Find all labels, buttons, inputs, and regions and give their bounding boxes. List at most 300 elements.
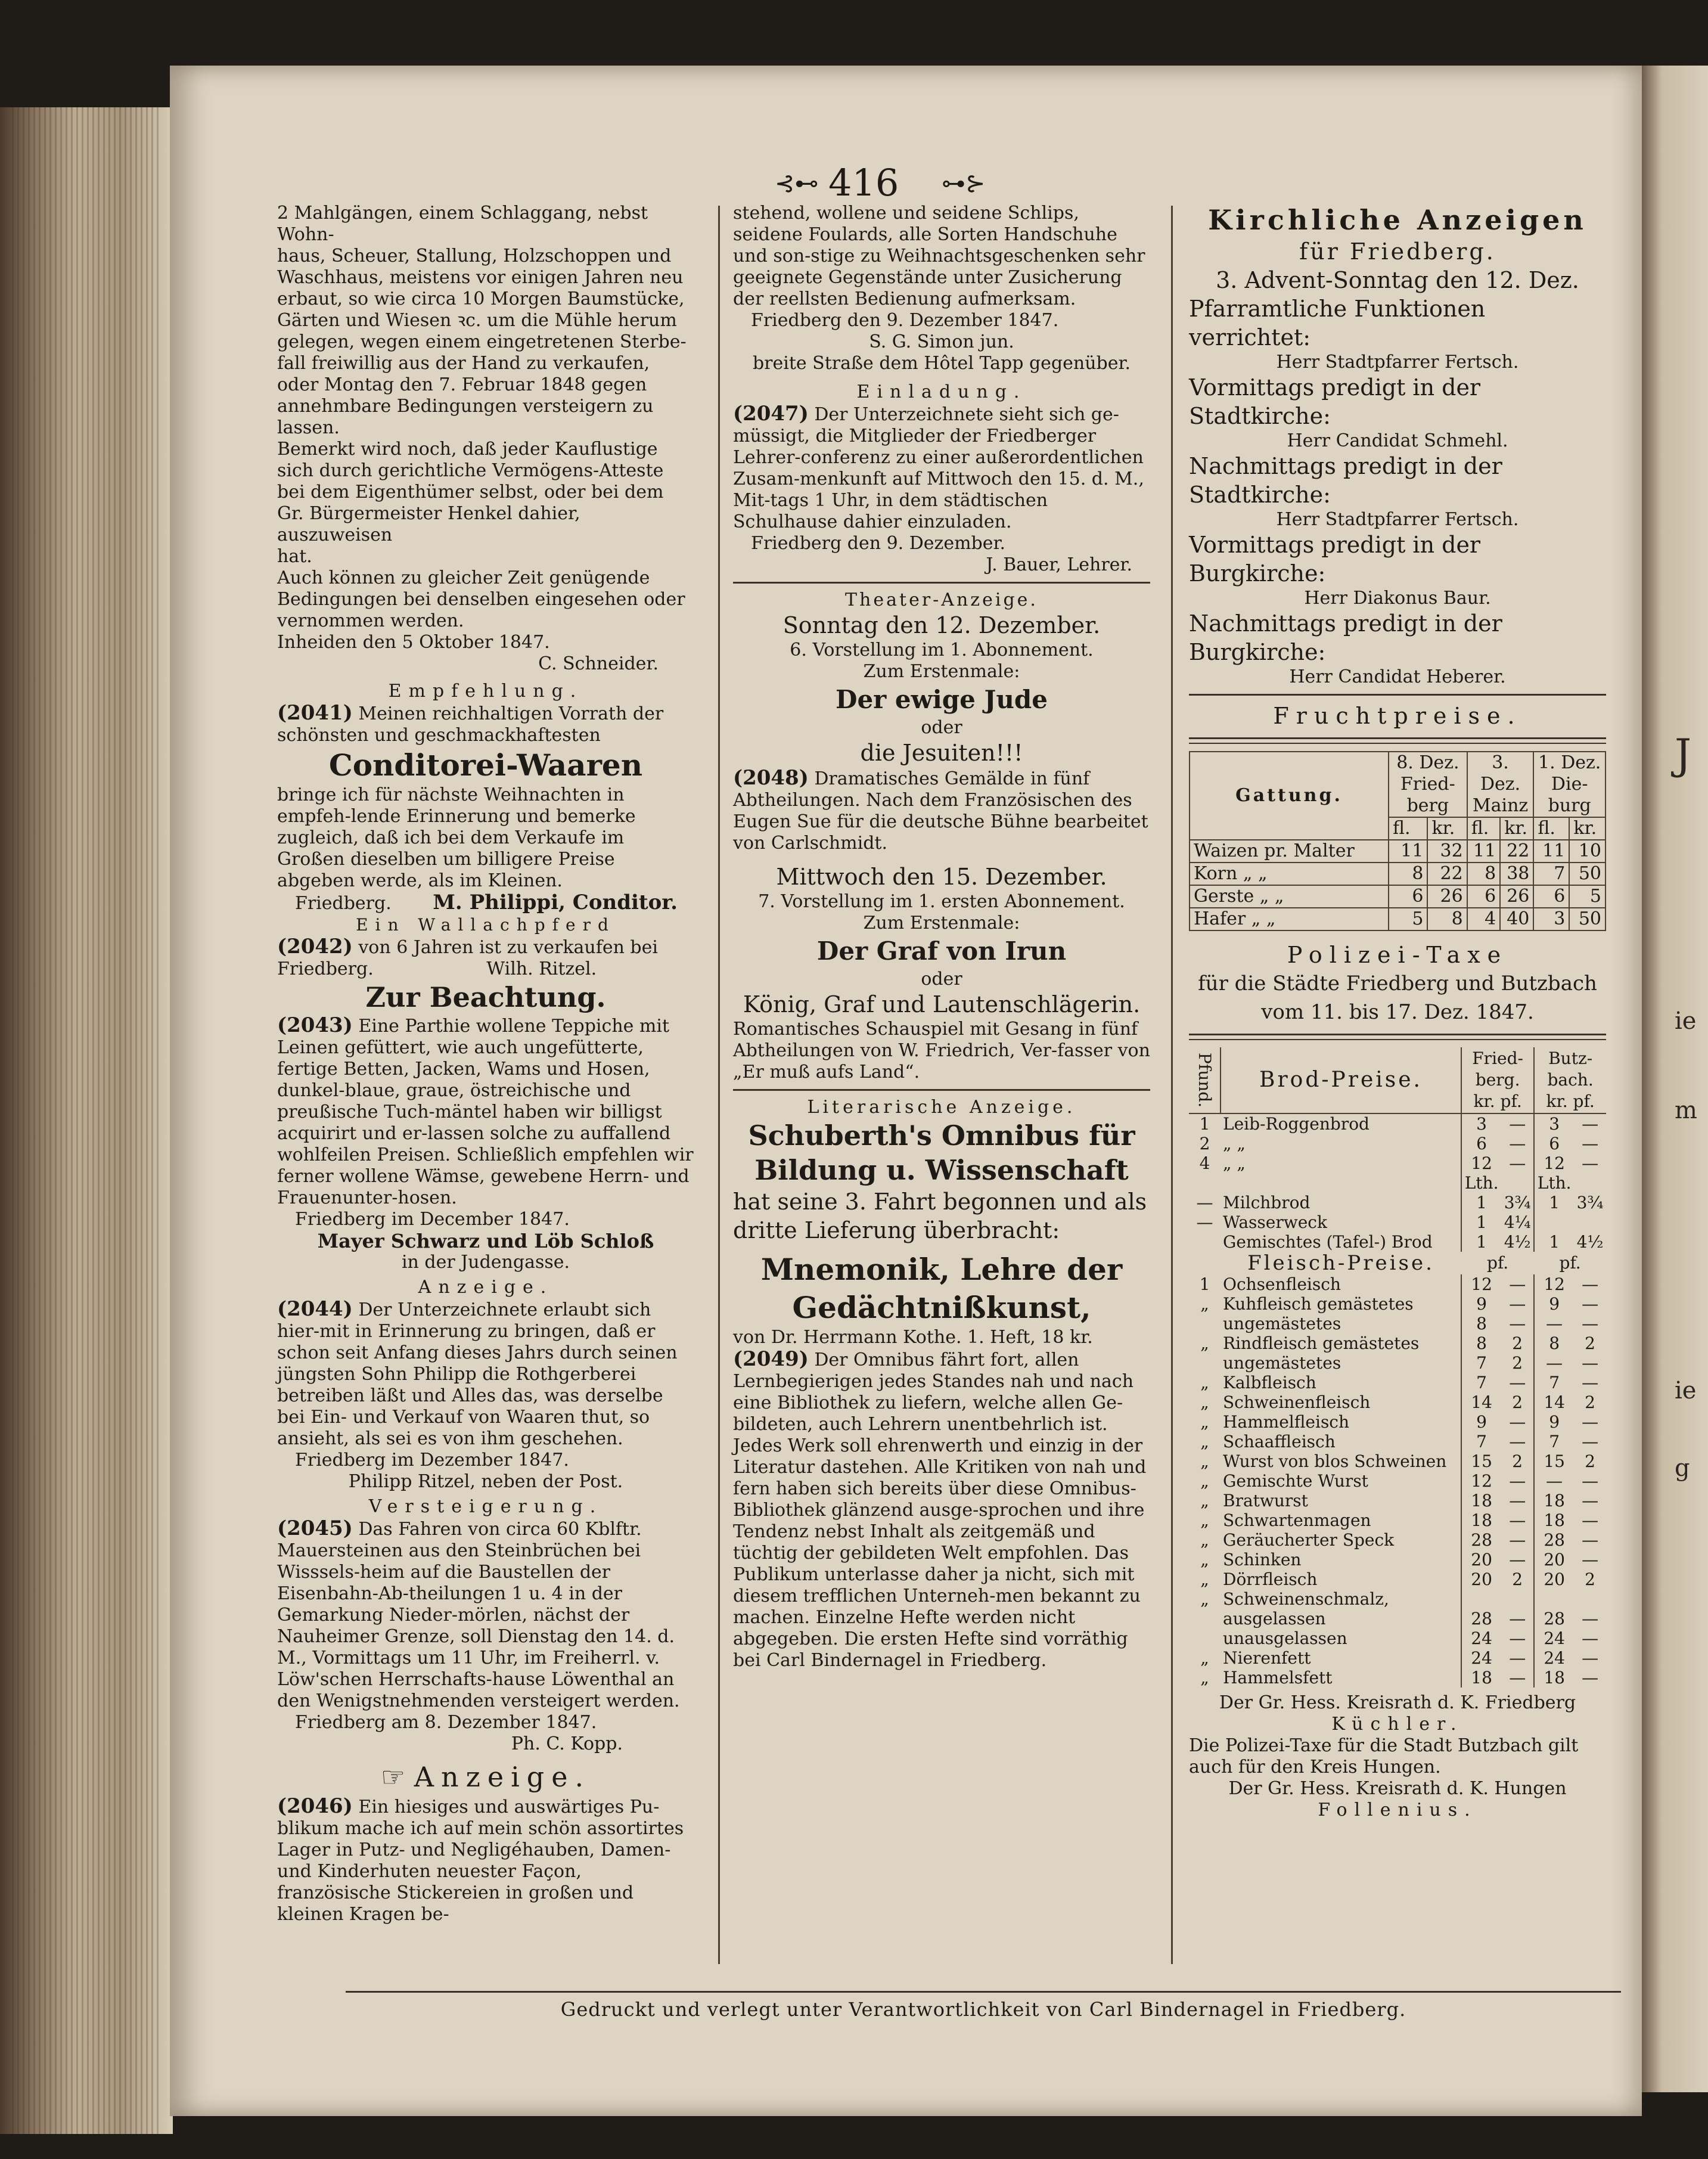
text-line: erbaut, so wie circa 10 Morgen Baumstücke, — [277, 289, 685, 309]
ad-text: Der Unterzeichnete sieht sich ge-müssigt, die Mitglieder der Friedberger Lehrer-conferenz zu einer außerordentlichen Zusam-menkunft auf Mittwoch den 15. d. M., Mit-tags 1 Uhr, in dem städtischen Schulhause dahier einzuladen. — [733, 404, 1144, 532]
price-cell: — — [1501, 1648, 1534, 1668]
column-rule — [1171, 206, 1173, 1964]
price-cell: 2 — [1585, 1569, 1595, 1589]
mill-ad-text — [277, 203, 694, 653]
ad-number: (2048) — [733, 766, 809, 790]
price-cell: — — [1501, 1134, 1534, 1153]
text-line: oder Montag den 7. Februar 1848 gegen — [277, 374, 647, 395]
col-head: 8. Dez. — [1396, 752, 1459, 773]
price-cell: — — [1582, 1471, 1599, 1491]
price-cell: 26 — [1500, 885, 1533, 908]
price-cell: — — [1582, 1628, 1599, 1648]
play-subtitle: König, Graf und Lautenschlägerin. — [743, 991, 1141, 1018]
price-cell: — — [1582, 1432, 1599, 1451]
item-name: ungemästetes — [1221, 1314, 1461, 1333]
weight-cell: „ — [1200, 1668, 1209, 1688]
table-row — [1190, 908, 1605, 930]
signature: C. Schneider. — [538, 653, 659, 674]
price-cell: 5 — [1389, 908, 1427, 930]
column-3 — [1189, 203, 1606, 1821]
unit-head: kr. — [1427, 817, 1467, 840]
price-cell: — — [1546, 1353, 1563, 1373]
price-cell: 8 — [1389, 863, 1427, 885]
price-cell: — — [1546, 1314, 1563, 1333]
church-person: Herr Stadtpfarrer Fertsch. — [1276, 352, 1519, 373]
weight-cell: „ — [1200, 1569, 1209, 1589]
church-line: Nachmittags predigt in der Stadtkirche: — [1189, 453, 1502, 508]
police-tax-table — [1189, 1047, 1606, 1688]
item-name: Nierenfett — [1221, 1648, 1461, 1668]
price-cell: 9 — [1549, 1412, 1560, 1432]
unit-head: kr. pf. — [1473, 1091, 1522, 1111]
price-cell: 6 — [1533, 885, 1569, 908]
price-cell: 7 — [1476, 1373, 1487, 1392]
play-subtitle: die Jesuiten!!! — [860, 740, 1023, 766]
table-row — [1189, 1668, 1606, 1688]
weight-cell: „ — [1200, 1373, 1209, 1392]
price-cell — [1534, 1589, 1574, 1609]
price-cell: 7 — [1533, 863, 1569, 885]
price-cell — [1574, 1173, 1606, 1193]
price-cell: 2 — [1501, 1569, 1534, 1589]
performance-info: Zum Erstenmale: — [863, 661, 1020, 682]
weight-cell — [1189, 1628, 1221, 1648]
facing-page-letter: ie — [1675, 1007, 1697, 1035]
price-cell: 12 — [1544, 1274, 1565, 1294]
price-cell: — — [1582, 1134, 1599, 1153]
signature: Ph. C. Kopp. — [511, 1733, 623, 1754]
weight-cell: „ — [1200, 1648, 1209, 1668]
price-cell: 2 — [1585, 1392, 1595, 1412]
price-cell: Lth. — [1464, 1173, 1499, 1193]
facing-page-letter: g — [1675, 1454, 1690, 1482]
price-cell: 3¾ — [1501, 1193, 1534, 1212]
price-cell: — — [1501, 1471, 1534, 1491]
page-edges — [12, 107, 161, 2134]
page-number: 416 — [828, 161, 899, 204]
weight-cell — [1189, 1353, 1221, 1373]
ad-heading: Anzeige. — [418, 1277, 554, 1298]
price-cell: — — [1582, 1609, 1599, 1628]
ornament-left: ⊰⊷ — [775, 170, 819, 197]
church-line: Vormittags predigt in der Stadtkirche: — [1189, 374, 1481, 429]
price-cell: — — [1501, 1274, 1534, 1294]
price-cell: 12 — [1471, 1153, 1492, 1173]
book-author: von Dr. Herrmann Kothe. 1. Heft, 18 kr. — [733, 1327, 1093, 1348]
price-cell: 3¾ — [1576, 1193, 1604, 1212]
price-cell — [1461, 1589, 1501, 1609]
price-cell: — — [1501, 1510, 1534, 1530]
col-head: Fried-berg — [1400, 774, 1455, 816]
price-cell: — — [1582, 1373, 1599, 1392]
price-cell: 4 — [1467, 908, 1501, 930]
grain-name: Gerste „ „ — [1190, 885, 1389, 908]
ad-number: (2043) — [277, 1013, 353, 1037]
item-name: Kalbfleisch — [1221, 1373, 1461, 1392]
price-cell: 3 — [1549, 1114, 1560, 1134]
signature: J. Bauer, Lehrer. — [986, 554, 1132, 575]
price-cell: 8 — [1549, 1333, 1560, 1353]
price-cell: 12 — [1471, 1471, 1492, 1491]
item-name: Rindfleisch gemästetes — [1221, 1333, 1461, 1353]
col-head: Gattung. — [1190, 752, 1389, 840]
table-row — [1189, 1628, 1606, 1648]
price-cell: 9 — [1476, 1412, 1487, 1432]
price-cell: Lth. — [1537, 1173, 1572, 1193]
price-cell: 1 — [1549, 1193, 1560, 1212]
ad-text: stehend, wollene und seidene Schlips, seidene Foulards, alle Sorten Handschuhe und son-stige zu Weihnachtsgeschenken sehr geeignete Gegenstände unter Zusicherung der reellsten Bedienung aufmerksam. — [733, 203, 1145, 309]
item-name: Kuhfleisch gemästetes — [1221, 1294, 1461, 1314]
price-cell: 4¼ — [1501, 1212, 1534, 1232]
price-cell: 18 — [1471, 1668, 1492, 1688]
item-name: Hammelsfett — [1221, 1668, 1461, 1688]
text-line: annehmbare Bedingungen versteigern zu lassen. — [277, 396, 654, 438]
table-row — [1189, 1432, 1606, 1451]
table-row — [1189, 1510, 1606, 1530]
weight-cell: „ — [1200, 1530, 1209, 1550]
weight-cell — [1189, 1314, 1221, 1333]
ad-number: (2047) — [733, 402, 809, 426]
weight-cell: 1 — [1199, 1274, 1210, 1294]
pointing-hand-icon: ☞ — [380, 1761, 406, 1793]
signature: S. G. Simon jun. — [869, 331, 1014, 352]
section-title: Polizei-Taxe — [1287, 942, 1508, 968]
text-line: Gr. Bürgermeister Henkel dahier, auszuweisen — [277, 503, 580, 545]
column-2 — [733, 203, 1150, 1671]
item-name: Bratwurst — [1221, 1491, 1461, 1510]
play-title: Der Graf von Irun — [816, 936, 1067, 966]
price-cell: 6 — [1467, 885, 1501, 908]
price-cell: 1 — [1476, 1212, 1487, 1232]
price-cell: 32 — [1427, 840, 1467, 863]
item-name: Wurst von blos Schweinen — [1221, 1451, 1461, 1471]
ad-text: Dramatisches Gemälde in fünf Abtheilungen. Nach dem Französischen des Eugen Sue für die deutsche Bühne bearbeitet von Carlschmidt. — [733, 768, 1148, 854]
text-line: Bedingungen bei denselben eingesehen oder — [277, 589, 685, 610]
price-cell — [1501, 1173, 1534, 1193]
weight-cell: 1 — [1199, 1114, 1210, 1134]
ad-text: Meinen reichhaltigen Vorrath der schönsten und geschmackhaftesten — [277, 703, 664, 746]
item-name: Schweinenfleisch — [1221, 1392, 1461, 1412]
price-cell: 14 — [1544, 1392, 1565, 1412]
section-subtitle: für Friedberg. — [1299, 238, 1496, 265]
unit-head: kr. — [1569, 817, 1605, 840]
text-line: Auch können zu gleicher Zeit genügende — [277, 567, 650, 588]
church-line: Nachmittags predigt in der Burgkirche: — [1189, 610, 1502, 665]
price-cell: 3 — [1476, 1114, 1487, 1134]
text-line: fall freiwillig aus der Hand zu verkaufen, — [277, 353, 650, 374]
performance-info: 6. Vorstellung im 1. Abonnement. — [790, 640, 1094, 660]
ad-text: Eine Parthie wollene Teppiche mit Leinen gefüttert, wie auch ungefütterte, fertige Betten, Jacken, Wams und Hosen, dunkel-blaue, graue, östreichische und preußische Tuch-mäntel haben wir billigst acquirirt und er-lassen solche zu auffallend wohlfeilen Preisen. Schließlich empfehlen wir ferner wollene Wämse, gewebene Herrn- und Frauenunter-hosen. — [277, 1016, 694, 1208]
table-row — [1189, 1451, 1606, 1471]
price-cell: 11 — [1467, 840, 1501, 863]
table-row — [1189, 1412, 1606, 1432]
col-head: Fried-berg. — [1472, 1049, 1523, 1090]
weight-cell: „ — [1200, 1333, 1209, 1353]
double-rule — [1189, 737, 1606, 744]
price-cell: 22 — [1427, 863, 1467, 885]
ad-title: Anzeige. — [414, 1761, 591, 1793]
table-row — [1189, 1113, 1606, 1134]
church-line: Pfarramtliche Funktionen verrichtet: — [1189, 296, 1486, 350]
item-name: Dörrfleisch — [1221, 1569, 1461, 1589]
price-cell: 9 — [1549, 1294, 1560, 1314]
weight-cell: „ — [1200, 1294, 1209, 1314]
unit-head: pf. — [1559, 1253, 1581, 1273]
ad-title: Zur Beachtung. — [365, 981, 606, 1013]
price-cell: 2 — [1585, 1333, 1595, 1353]
price-cell: 20 — [1471, 1569, 1492, 1589]
ad-number: (2049) — [733, 1347, 809, 1371]
price-cell: — — [1582, 1114, 1599, 1134]
price-cell: — — [1501, 1153, 1534, 1173]
play-title: Der ewige Jude — [836, 685, 1048, 714]
item-name: ausgelassen — [1221, 1609, 1461, 1628]
ad-text: Romantisches Schauspiel mit Gesang in fünf Abtheilungen von W. Friedrich, Ver-fasser von „Er muß aufs Land“. — [733, 1019, 1150, 1082]
price-cell: 20 — [1471, 1550, 1492, 1569]
section-subtitle: vom 11. bis 17. Dez. 1847. — [1261, 1000, 1534, 1024]
weight-cell: „ — [1200, 1432, 1209, 1451]
section-title: Kirchliche Anzeigen — [1208, 204, 1587, 236]
separator — [733, 582, 1150, 584]
performance-date: Mittwoch den 15. Dezember. — [776, 864, 1107, 890]
performance-info: 7. Vorstellung im 1. ersten Abonnement. — [758, 891, 1125, 912]
table-row — [1189, 1550, 1606, 1569]
table-row — [1189, 1314, 1606, 1333]
weight-cell: „ — [1200, 1451, 1209, 1471]
table-row — [1189, 1530, 1606, 1550]
signature: Küchler. — [1331, 1714, 1464, 1735]
price-cell — [1574, 1212, 1606, 1232]
price-cell: 2 — [1501, 1333, 1534, 1353]
price-cell: 2 — [1501, 1392, 1534, 1412]
price-cell: — — [1501, 1530, 1534, 1550]
item-name: Schinken — [1221, 1550, 1461, 1569]
place-date: Friedberg im December 1847. — [295, 1209, 570, 1230]
weight-cell — [1189, 1609, 1221, 1628]
play-or: oder — [921, 969, 962, 989]
price-cell: — — [1501, 1113, 1534, 1134]
ad-number: (2042) — [277, 935, 353, 958]
price-cell: — — [1582, 1530, 1599, 1550]
item-name: „ „ — [1221, 1134, 1461, 1153]
table-row — [1189, 1294, 1606, 1314]
weight-cell: „ — [1200, 1491, 1209, 1510]
price-cell: 9 — [1476, 1294, 1487, 1314]
table-row — [1189, 1648, 1606, 1668]
section-subtitle: für die Städte Friedberg und Butzbach — [1198, 972, 1597, 995]
ad-text: hat seine 3. Fahrt begonnen und als dritte Lieferung überbracht: — [733, 1189, 1147, 1243]
place: Friedberg. — [295, 893, 392, 914]
weight-cell: „ — [1200, 1589, 1209, 1609]
price-cell: 14 — [1471, 1392, 1492, 1412]
table-row — [1189, 1153, 1606, 1173]
price-cell: — — [1582, 1648, 1599, 1668]
item-name: Milchbrod — [1221, 1193, 1461, 1212]
table-row — [1189, 1569, 1606, 1589]
signature: Mayer Schwarz und Löb Schloß — [317, 1230, 654, 1252]
performance-info: Zum Erstenmale: — [863, 913, 1020, 933]
price-cell: 38 — [1500, 863, 1533, 885]
ad-text: Ein hiesiges und auswärtiges Pu-blikum mache ich auf mein schön assortirtes Lager in Putz- und Negligéhauben, Damen- und Kinderhuten neuester Façon, französische Stickereien in großen und kleinen Kragen be- — [277, 1797, 684, 1925]
text-line: Bemerkt wird noch, daß jeder Kauflustige — [277, 439, 658, 460]
book-title: Mnemonik, Lehre der — [760, 1252, 1123, 1287]
facing-page-letter: m — [1675, 1097, 1697, 1124]
price-cell — [1534, 1212, 1574, 1232]
facing-page-edge — [1642, 66, 1708, 2092]
price-cell: 15 — [1471, 1451, 1492, 1471]
ad-text: Der Unterzeichnete erlaubt sich hier-mit in Erinnerung zu bringen, daß er schon seit Anfang dieses Jahrs durch seinen jüngsten Sohn Philipp die Rothgerberei betreiben läßt und Alles das, was derselbe bei Ein- und Verkauf von Waaren thut, so ansieht, als sei es von ihm geschehen. — [277, 1299, 678, 1449]
price-cell: 18 — [1544, 1668, 1565, 1688]
price-cell: 18 — [1471, 1491, 1492, 1510]
price-cell: 7 — [1476, 1432, 1487, 1451]
authority: Der Gr. Hess. Kreisrath d. K. Hungen — [1228, 1778, 1567, 1799]
table-row — [1190, 840, 1605, 863]
text-line: haus, Scheuer, Stallung, Holzschoppen und — [277, 246, 672, 266]
price-cell: — — [1582, 1294, 1599, 1314]
item-name: Ochsenfleisch — [1221, 1274, 1461, 1294]
ornament-right: ⊶⊱ — [942, 170, 986, 197]
price-cell: — — [1501, 1432, 1534, 1451]
price-cell: — — [1501, 1609, 1534, 1628]
price-cell: 6 — [1476, 1134, 1487, 1153]
table-row — [1189, 1609, 1606, 1628]
play-or: oder — [921, 717, 962, 738]
price-cell: 24 — [1471, 1628, 1492, 1648]
ad-number: (2046) — [277, 1794, 353, 1818]
text-line: bei dem Eigenthümer selbst, oder bei dem — [277, 482, 664, 502]
price-cell: 18 — [1544, 1510, 1565, 1530]
price-cell: 26 — [1427, 885, 1467, 908]
price-cell: 18 — [1544, 1491, 1565, 1510]
church-person: Herr Diakonus Baur. — [1304, 588, 1491, 609]
price-cell: 2 — [1501, 1451, 1534, 1471]
signature: Philipp Ritzel, neben der Post. — [348, 1471, 623, 1492]
price-cell: 12 — [1544, 1153, 1565, 1173]
grain-name: Hafer „ „ — [1190, 908, 1389, 930]
unit-head: fl. — [1389, 817, 1427, 840]
ad-heading: Versteigerung. — [368, 1496, 603, 1517]
place-date: Friedberg den 9. Dezember. — [751, 533, 1006, 554]
unit-head: kr. — [1500, 817, 1533, 840]
place: Friedberg. — [277, 958, 374, 979]
performance-date: Sonntag den 12. Dezember. — [782, 612, 1101, 638]
price-cell: — — [1582, 1668, 1599, 1688]
price-cell: — — [1582, 1510, 1599, 1530]
church-line: Vormittags predigt in der Burgkirche: — [1189, 532, 1481, 587]
price-cell: — — [1501, 1373, 1534, 1392]
ad-title: Conditorei-Waaren — [328, 747, 643, 783]
price-cell: 1 — [1476, 1193, 1487, 1212]
weight-cell: „ — [1200, 1412, 1209, 1432]
item-name: ungemästetes — [1221, 1353, 1461, 1373]
price-cell: — — [1582, 1491, 1599, 1510]
price-cell: 20 — [1544, 1569, 1565, 1589]
weight-cell: „ — [1200, 1550, 1209, 1569]
price-cell: — — [1582, 1274, 1599, 1294]
text-line: Waschhaus, meistens vor einigen Jahren neu — [277, 267, 684, 288]
church-person: Herr Candidat Heberer. — [1289, 666, 1506, 687]
item-name: „ „ — [1221, 1153, 1461, 1173]
ad-heading: Theater-Anzeige. — [845, 590, 1038, 610]
col-head: Die-burg — [1548, 774, 1591, 816]
ad-number: (2044) — [277, 1297, 353, 1321]
price-cell: — — [1501, 1550, 1534, 1569]
ad-title: Bildung u. Wissenschaft — [754, 1154, 1129, 1186]
item-name: unausgelassen — [1221, 1628, 1461, 1648]
price-cell: — — [1582, 1353, 1599, 1373]
signature: Wilh. Ritzel. — [486, 958, 597, 979]
signature-address: breite Straße dem Hôtel Tapp gegenüber. — [752, 353, 1131, 374]
price-cell: 50 — [1569, 908, 1605, 930]
ad-heading: Ein Wallachpferd — [356, 915, 616, 935]
col-head: Brod-Preise. — [1221, 1047, 1461, 1113]
price-cell: — — [1501, 1628, 1534, 1648]
price-cell: 28 — [1471, 1609, 1492, 1628]
table-subhead: Fleisch-Preise. — [1247, 1251, 1434, 1275]
col-head: Butz-bach. — [1547, 1049, 1594, 1090]
ad-number: (2041) — [277, 701, 353, 725]
price-cell: 4½ — [1576, 1232, 1604, 1252]
price-cell: — — [1501, 1491, 1534, 1510]
table-row — [1189, 1274, 1606, 1294]
table-row — [1189, 1491, 1606, 1510]
table-row — [1189, 1193, 1606, 1212]
price-cell: 22 — [1500, 840, 1533, 863]
col-head: Pfund. — [1189, 1047, 1221, 1113]
ad-text: Das Fahren von circa 60 Kblftr. Mauersteinen aus den Steinbrüchen bei Wisssels-heim auf die Baustellen der Eisenbahn-Ab-theilungen 1 u. 4 in der Gemarkung Nieder-mörlen, nächst der Nauheimer Grenze, soll Dienstag den 14. d. M., Vormittags um 11 Uhr, im Freiherrl. v. Löw'schen Herrschafts-hause Löwenthal an den Wenigstnehmenden versteigert werden. — [277, 1519, 680, 1711]
price-cell: 2 — [1501, 1353, 1534, 1373]
item-name: Gemischte Wurst — [1221, 1471, 1461, 1491]
table-row — [1189, 1333, 1606, 1353]
grain-name: Korn „ „ — [1190, 863, 1389, 885]
item-name: Hammelfleisch — [1221, 1412, 1461, 1432]
text-line: Inheiden den 5 Oktober 1847. — [277, 632, 550, 653]
table-row — [1189, 1589, 1606, 1609]
table-row — [1189, 1471, 1606, 1491]
fruit-price-table — [1189, 751, 1606, 931]
weight-cell: „ — [1200, 1471, 1209, 1491]
price-cell: 20 — [1544, 1550, 1565, 1569]
price-cell: 3 — [1533, 908, 1569, 930]
price-cell: — — [1582, 1314, 1599, 1333]
item-name: Wasserweck — [1221, 1212, 1461, 1232]
weight-cell: 4 — [1199, 1153, 1210, 1173]
text-line: gelegen, wegen einem eingetretenen Sterbe- — [277, 331, 687, 352]
table-row — [1189, 1392, 1606, 1412]
price-cell: 18 — [1471, 1510, 1492, 1530]
price-cell: 5 — [1569, 885, 1605, 908]
table-row — [1189, 1353, 1606, 1373]
price-cell — [1574, 1589, 1606, 1609]
price-cell: 24 — [1544, 1648, 1565, 1668]
unit-head: fl. — [1467, 817, 1501, 840]
signature-address: in der Judengasse. — [401, 1252, 570, 1273]
separator — [733, 1089, 1150, 1091]
ad-heading: Literarische Anzeige. — [807, 1097, 1076, 1118]
price-cell: — — [1501, 1412, 1534, 1432]
price-cell: 7 — [1476, 1353, 1487, 1373]
price-cell: — — [1582, 1550, 1599, 1569]
place-date: Friedberg im Dezember 1847. — [295, 1450, 569, 1471]
price-cell: 15 — [1544, 1451, 1565, 1471]
price-cell: 11 — [1389, 840, 1427, 863]
price-cell: 10 — [1569, 840, 1605, 863]
weight-cell: „ — [1200, 1510, 1209, 1530]
item-name: Schwartenmagen — [1221, 1510, 1461, 1530]
facing-page-letter: ie — [1675, 1377, 1697, 1404]
price-cell: 24 — [1471, 1648, 1492, 1668]
place-date: Friedberg am 8. Dezember 1847. — [295, 1712, 597, 1733]
